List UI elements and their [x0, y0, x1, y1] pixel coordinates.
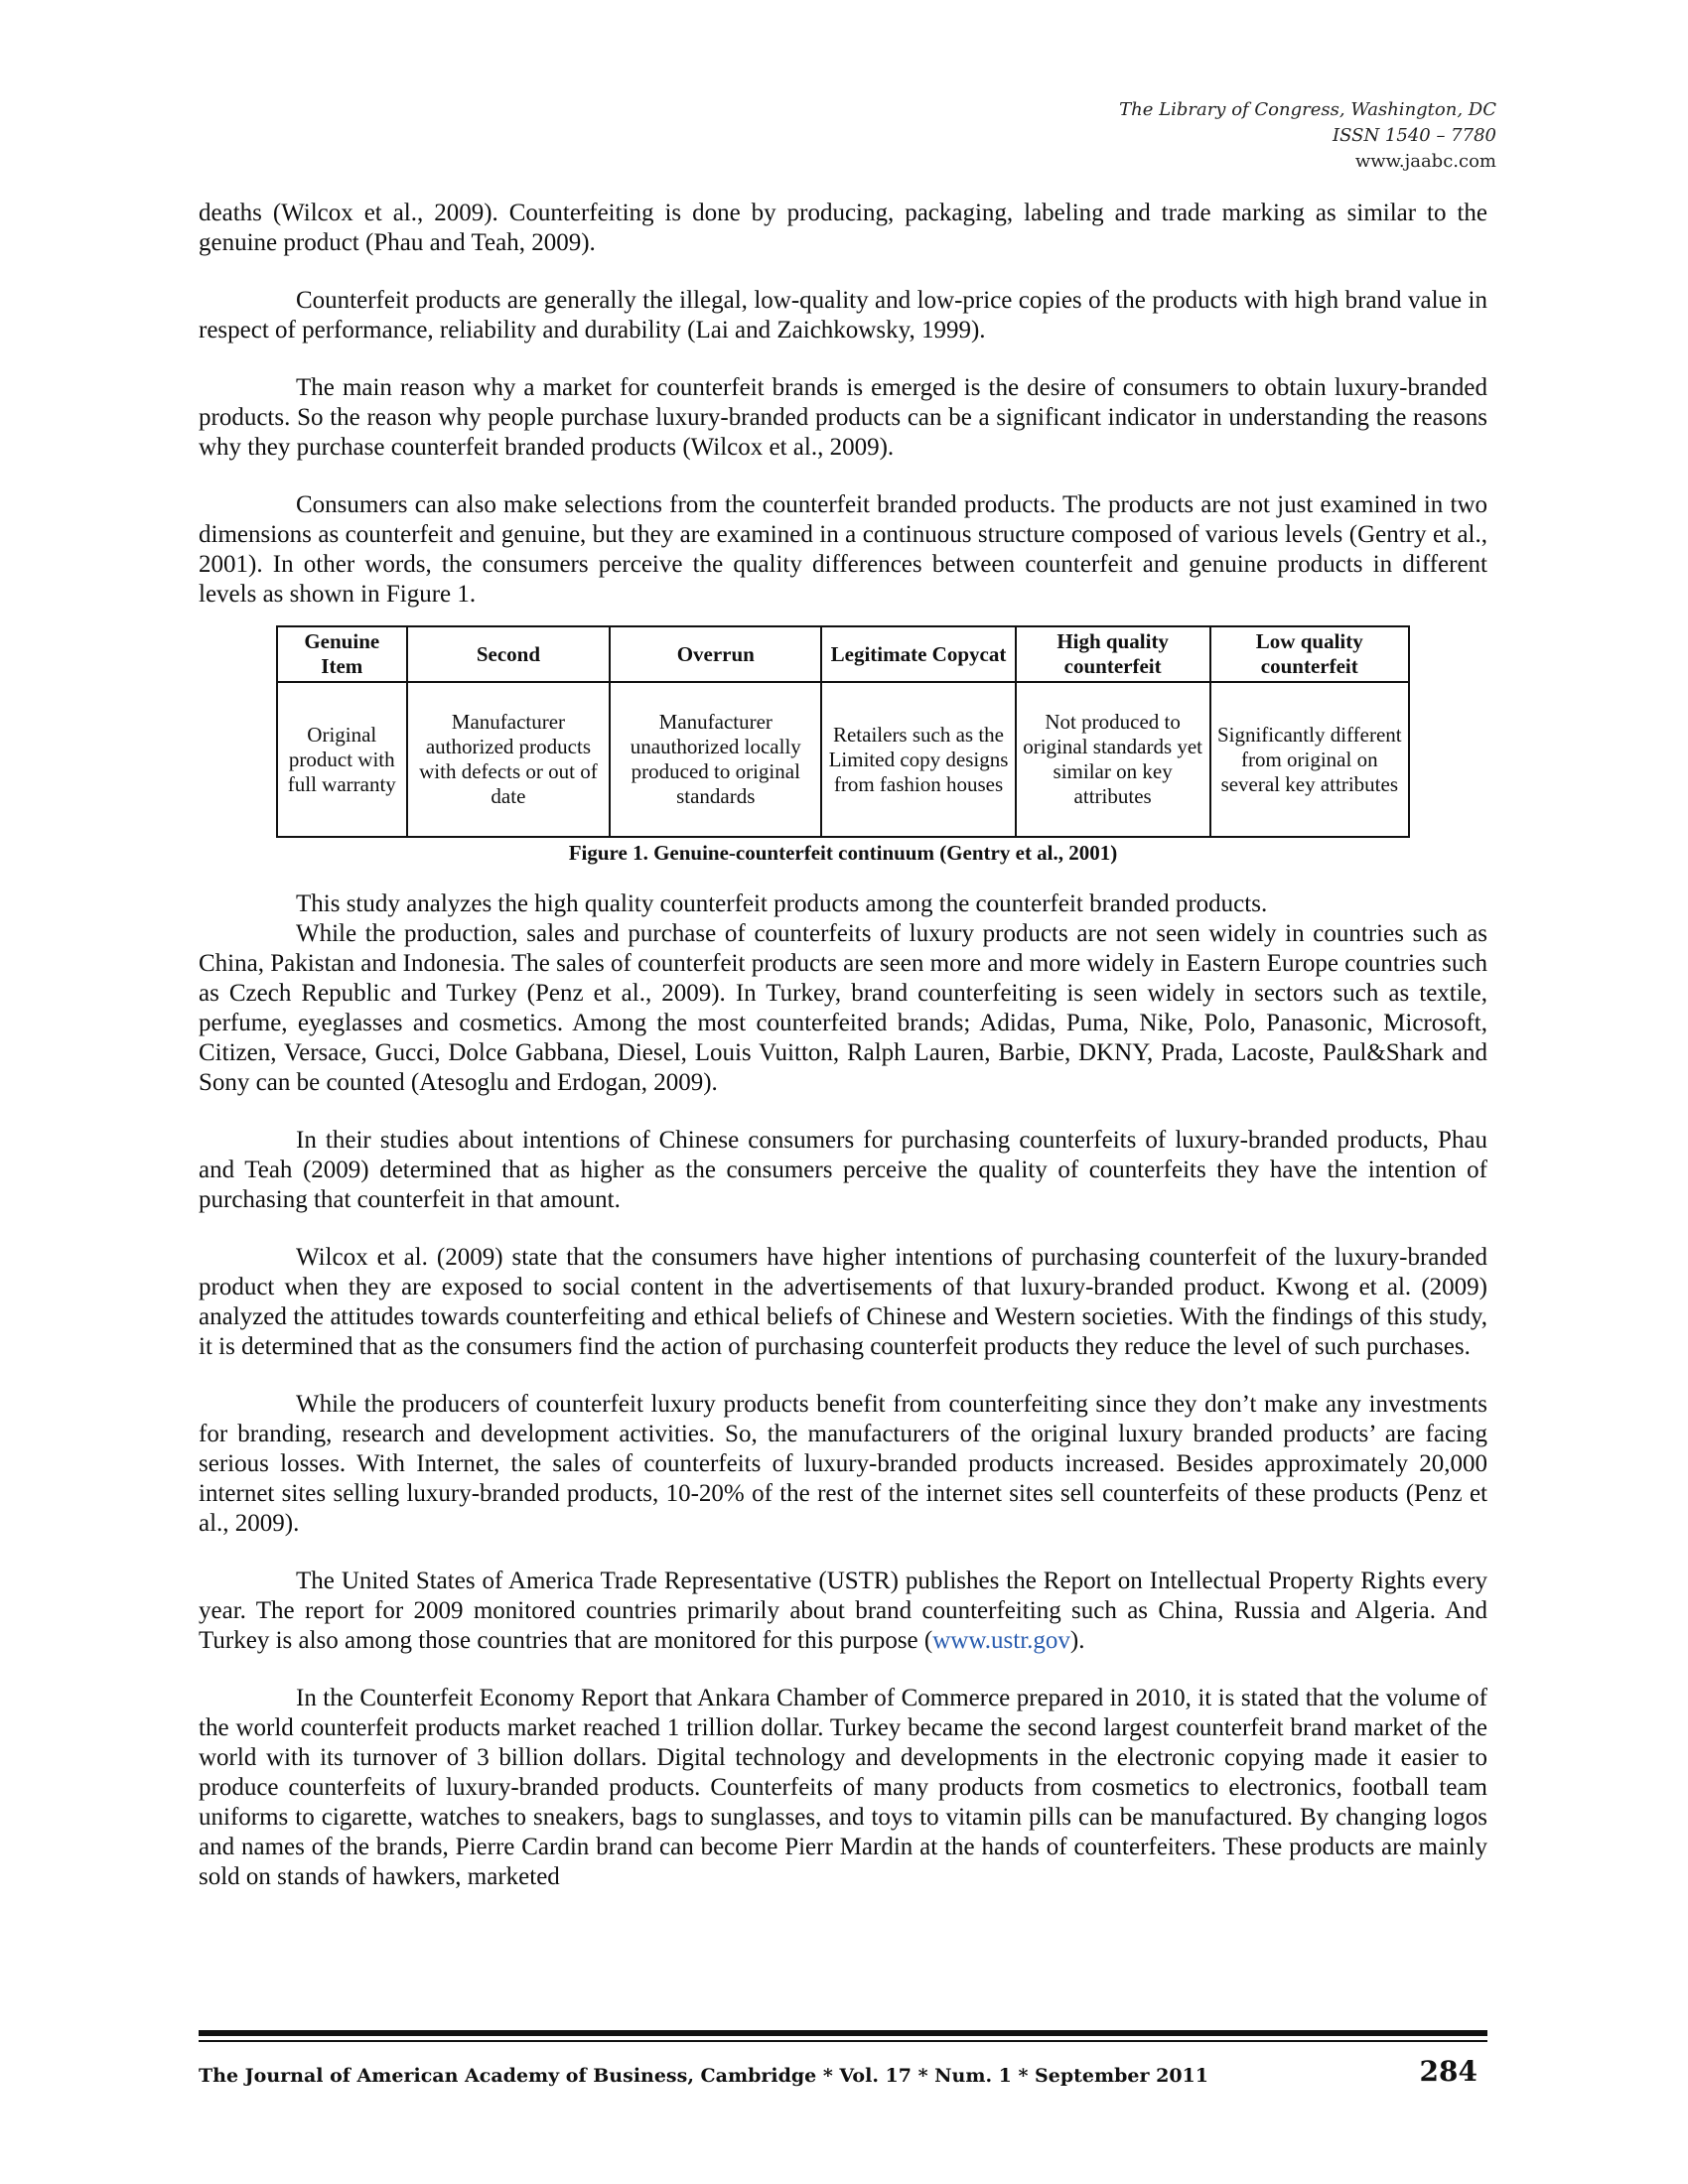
- paragraph: deaths (Wilcox et al., 2009). Counterfeiting is done by producing, packaging, labeling and trade marking as similar to the genuine product (Phau and Teah, 2009).: [199, 200, 1487, 256]
- table-header-cell: Second: [407, 626, 611, 682]
- table-header-cell: High quality counterfeit: [1016, 626, 1210, 682]
- table-cell: Original product with full warranty: [277, 682, 407, 837]
- footer-journal-info: The Journal of American Academy of Business, Cambridge * Vol. 17 * Num. 1 * September 2011: [199, 2065, 1209, 2087]
- journal-header: [1119, 97, 1496, 175]
- paragraph: Consumers can also make selections from the counterfeit branded products. The products are not just examined in two dimensions as counterfeit and genuine, but they are examined in a continuous structure composed of various levels (Gentry et al., 2001). In other words, the consumers perceive the quality differences between counterfeit and genuine products in different levels as shown in Figure 1.: [199, 491, 1487, 608]
- table-cell: Manufacturer unauthorized locally produced to original standards: [610, 682, 821, 837]
- table-header-cell: Genuine Item: [277, 626, 407, 682]
- paragraph: While the producers of counterfeit luxury products benefit from counterfeiting since they don’t make any investments for branding, research and development activities. So, the manufacturers of the original luxury branded products’ are facing serious losses. With Internet, the sales of counterfeits of luxury-branded products increased. Besides approximately 20,000 internet sites selling luxury-branded products, 10-20% of the rest of the internet sites sell counterfeits of these products (Penz et al., 2009).: [199, 1391, 1487, 1537]
- paragraph-text: The United States of America Trade Representative (USTR) publishes the Report on Intellectual Property Rights every year. The report for 2009 monitored countries primarily about brand counterfeiting such as China, Russia and Algeria. And Turkey is also among those countries that are monitored for this purpose (: [199, 1568, 1487, 1654]
- table-cell: Not produced to original standards yet similar on key attributes: [1016, 682, 1210, 837]
- paragraph: In their studies about intentions of Chinese consumers for purchasing counterfeits of luxury-branded products, Phau and Teah (2009) determined that as higher as the consumers perceive the quality of counterfeits they have the intention of purchasing that counterfeit in that amount.: [199, 1127, 1487, 1213]
- header-website: www.jaabc.com: [1354, 151, 1496, 172]
- paragraph: This study analyzes the high quality counterfeit products among the counterfeit branded products.: [296, 890, 1268, 917]
- header-publisher: The Library of Congress, Washington, DC: [1119, 99, 1496, 120]
- paragraph: [199, 1567, 1487, 1656]
- continuum-table: [276, 625, 1410, 838]
- figure-1: [199, 625, 1487, 866]
- table-header-cell: Overrun: [610, 626, 821, 682]
- footer-rule-thin: [199, 2040, 1487, 2042]
- table-header-cell: Legitimate Copycat: [821, 626, 1015, 682]
- footer-rule: [199, 2030, 1487, 2036]
- ustr-link[interactable]: www.ustr.gov: [932, 1627, 1070, 1654]
- page-number: 284: [1419, 2055, 1477, 2088]
- paragraph-text-end: ).: [1069, 1627, 1085, 1654]
- paragraph: In the Counterfeit Economy Report that Ankara Chamber of Commerce prepared in 2010, it is stated that the volume of the world counterfeit products market reached 1 trillion dollar. Turkey became the second largest counterfeit brand market of the world with its turnover of 3 billion dollars. Digital technology and developments in the electronic copying made it easier to produce counterfeits of luxury-branded products. Counterfeits of many products from cosmetics to electronics, football team uniforms to cigarette, watches to sneakers, bags to sunglasses, and toys to vitamin pills can be manufactured. By changing logos and names of the brands, Pierre Cardin brand can become Pierr Mardin at the hands of counterfeiters. These products are mainly sold on stands of hawkers, marketed: [199, 1685, 1487, 1890]
- journal-footer: [199, 2055, 1487, 2091]
- table-cell: Retailers such as the Limited copy designs from fashion houses: [821, 682, 1015, 837]
- paragraph: Counterfeit products are generally the illegal, low-quality and low-price copies of the products with high brand value in respect of performance, reliability and durability (Lai and Zaichkowsky, 1999).: [199, 287, 1487, 343]
- paragraph: Wilcox et al. (2009) state that the consumers have higher intentions of purchasing counterfeit of the luxury-branded product when they are exposed to social content in the advertisements of that luxury-branded product. Kwong et al. (2009) analyzed the attitudes towards counterfeiting and ethical beliefs of Chinese and Western societies. With the findings of this study, it is determined that as the consumers find the action of purchasing counterfeit products they reduce the level of such purchases.: [199, 1244, 1487, 1360]
- paragraph: The main reason why a market for counterfeit brands is emerged is the desire of consumers to obtain luxury-branded products. So the reason why people purchase luxury-branded products can be a significant indicator in understanding the reasons why they purchase counterfeit branded products (Wilcox et al., 2009).: [199, 374, 1487, 461]
- article-body: [199, 199, 1487, 1920]
- table-header-row: [277, 626, 1409, 682]
- paragraph: While the production, sales and purchase of counterfeits of luxury products are not seen widely in countries such as China, Pakistan and Indonesia. The sales of counterfeit products are seen more and more widely in Eastern Europe countries such as Czech Republic and Turkey (Penz et al., 2009). In Turkey, brand counterfeiting is seen widely in sectors such as textile, perfume, eyeglasses and cosmetics. Among the most counterfeited brands; Adidas, Puma, Nike, Polo, Panasonic, Microsoft, Citizen, Versace, Gucci, Dolce Gabbana, Diesel, Louis Vuitton, Ralph Lauren, Barbie, DKNY, Prada, Lacoste, Paul&Shark and Sony can be counted (Atesoglu and Erdogan, 2009).: [199, 920, 1487, 1096]
- table-row: [277, 682, 1409, 837]
- figure-caption: Figure 1. Genuine-counterfeit continuum (Gentry et al., 2001): [568, 841, 1118, 865]
- table-header-cell: Low quality counterfeit: [1210, 626, 1409, 682]
- table-cell: Significantly different from original on several key attributes: [1210, 682, 1409, 837]
- header-issn: ISSN 1540 – 7780: [1333, 125, 1496, 146]
- table-cell: Manufacturer authorized products with defects or out of date: [407, 682, 611, 837]
